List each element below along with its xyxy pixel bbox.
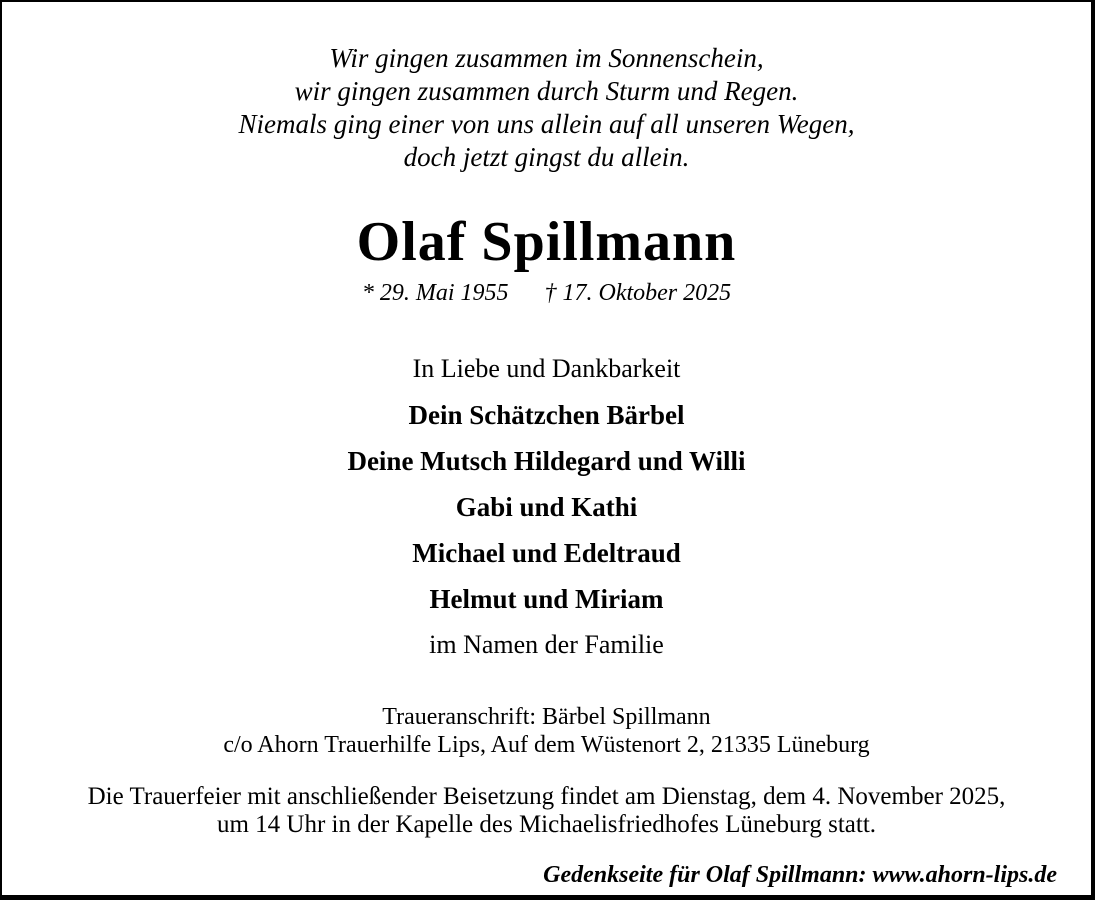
dedication-line: In Liebe und Dankbarkeit [412, 354, 681, 383]
mourning-address-line: c/o Ahorn Trauerhilfe Lips, Auf dem Wüstenort 2, 21335 Lüneburg [223, 732, 870, 758]
memorial-site-line: Gedenkseite für Olaf Spillmann: www.ahorn-lips.de [543, 862, 1057, 888]
family-note: im Namen der Familie [429, 630, 664, 659]
birth-date: * 29. Mai 1955 [361, 280, 509, 306]
mourner-line: Dein Schätzchen Bärbel [408, 400, 685, 430]
mourner-line: Michael und Edeltraud [412, 538, 681, 568]
poem-line: wir gingen zusammen durch Sturm und Regen. [294, 76, 799, 106]
ceremony-info-line: Die Trauerfeier mit anschließender Beisetzung findet am Dienstag, dem 4. November 2025, [87, 783, 1006, 810]
poem-line: Wir gingen zusammen im Sonnenschein, [329, 43, 764, 73]
mourner-line: Helmut und Miriam [429, 584, 664, 614]
mourning-address-line: Traueranschrift: Bärbel Spillmann [382, 704, 711, 730]
mourner-line: Gabi und Kathi [455, 492, 638, 522]
life-dates [2, 278, 1091, 308]
mourner-line: Deine Mutsch Hildegard und Willi [347, 446, 746, 476]
deceased-name: Olaf Spillmann [356, 211, 737, 273]
poem [2, 2, 1091, 174]
ceremony-info [2, 783, 1091, 839]
death-date: † 17. Oktober 2025 [544, 280, 732, 306]
mourning-address [2, 703, 1091, 759]
poem-line: Niemals ging einer von uns allein auf all unseren Wegen, [238, 109, 855, 139]
ceremony-info-line: um 14 Uhr in der Kapelle des Michaelisfriedhofes Lüneburg statt. [216, 811, 877, 838]
poem-line: doch jetzt gingst du allein. [403, 142, 690, 172]
